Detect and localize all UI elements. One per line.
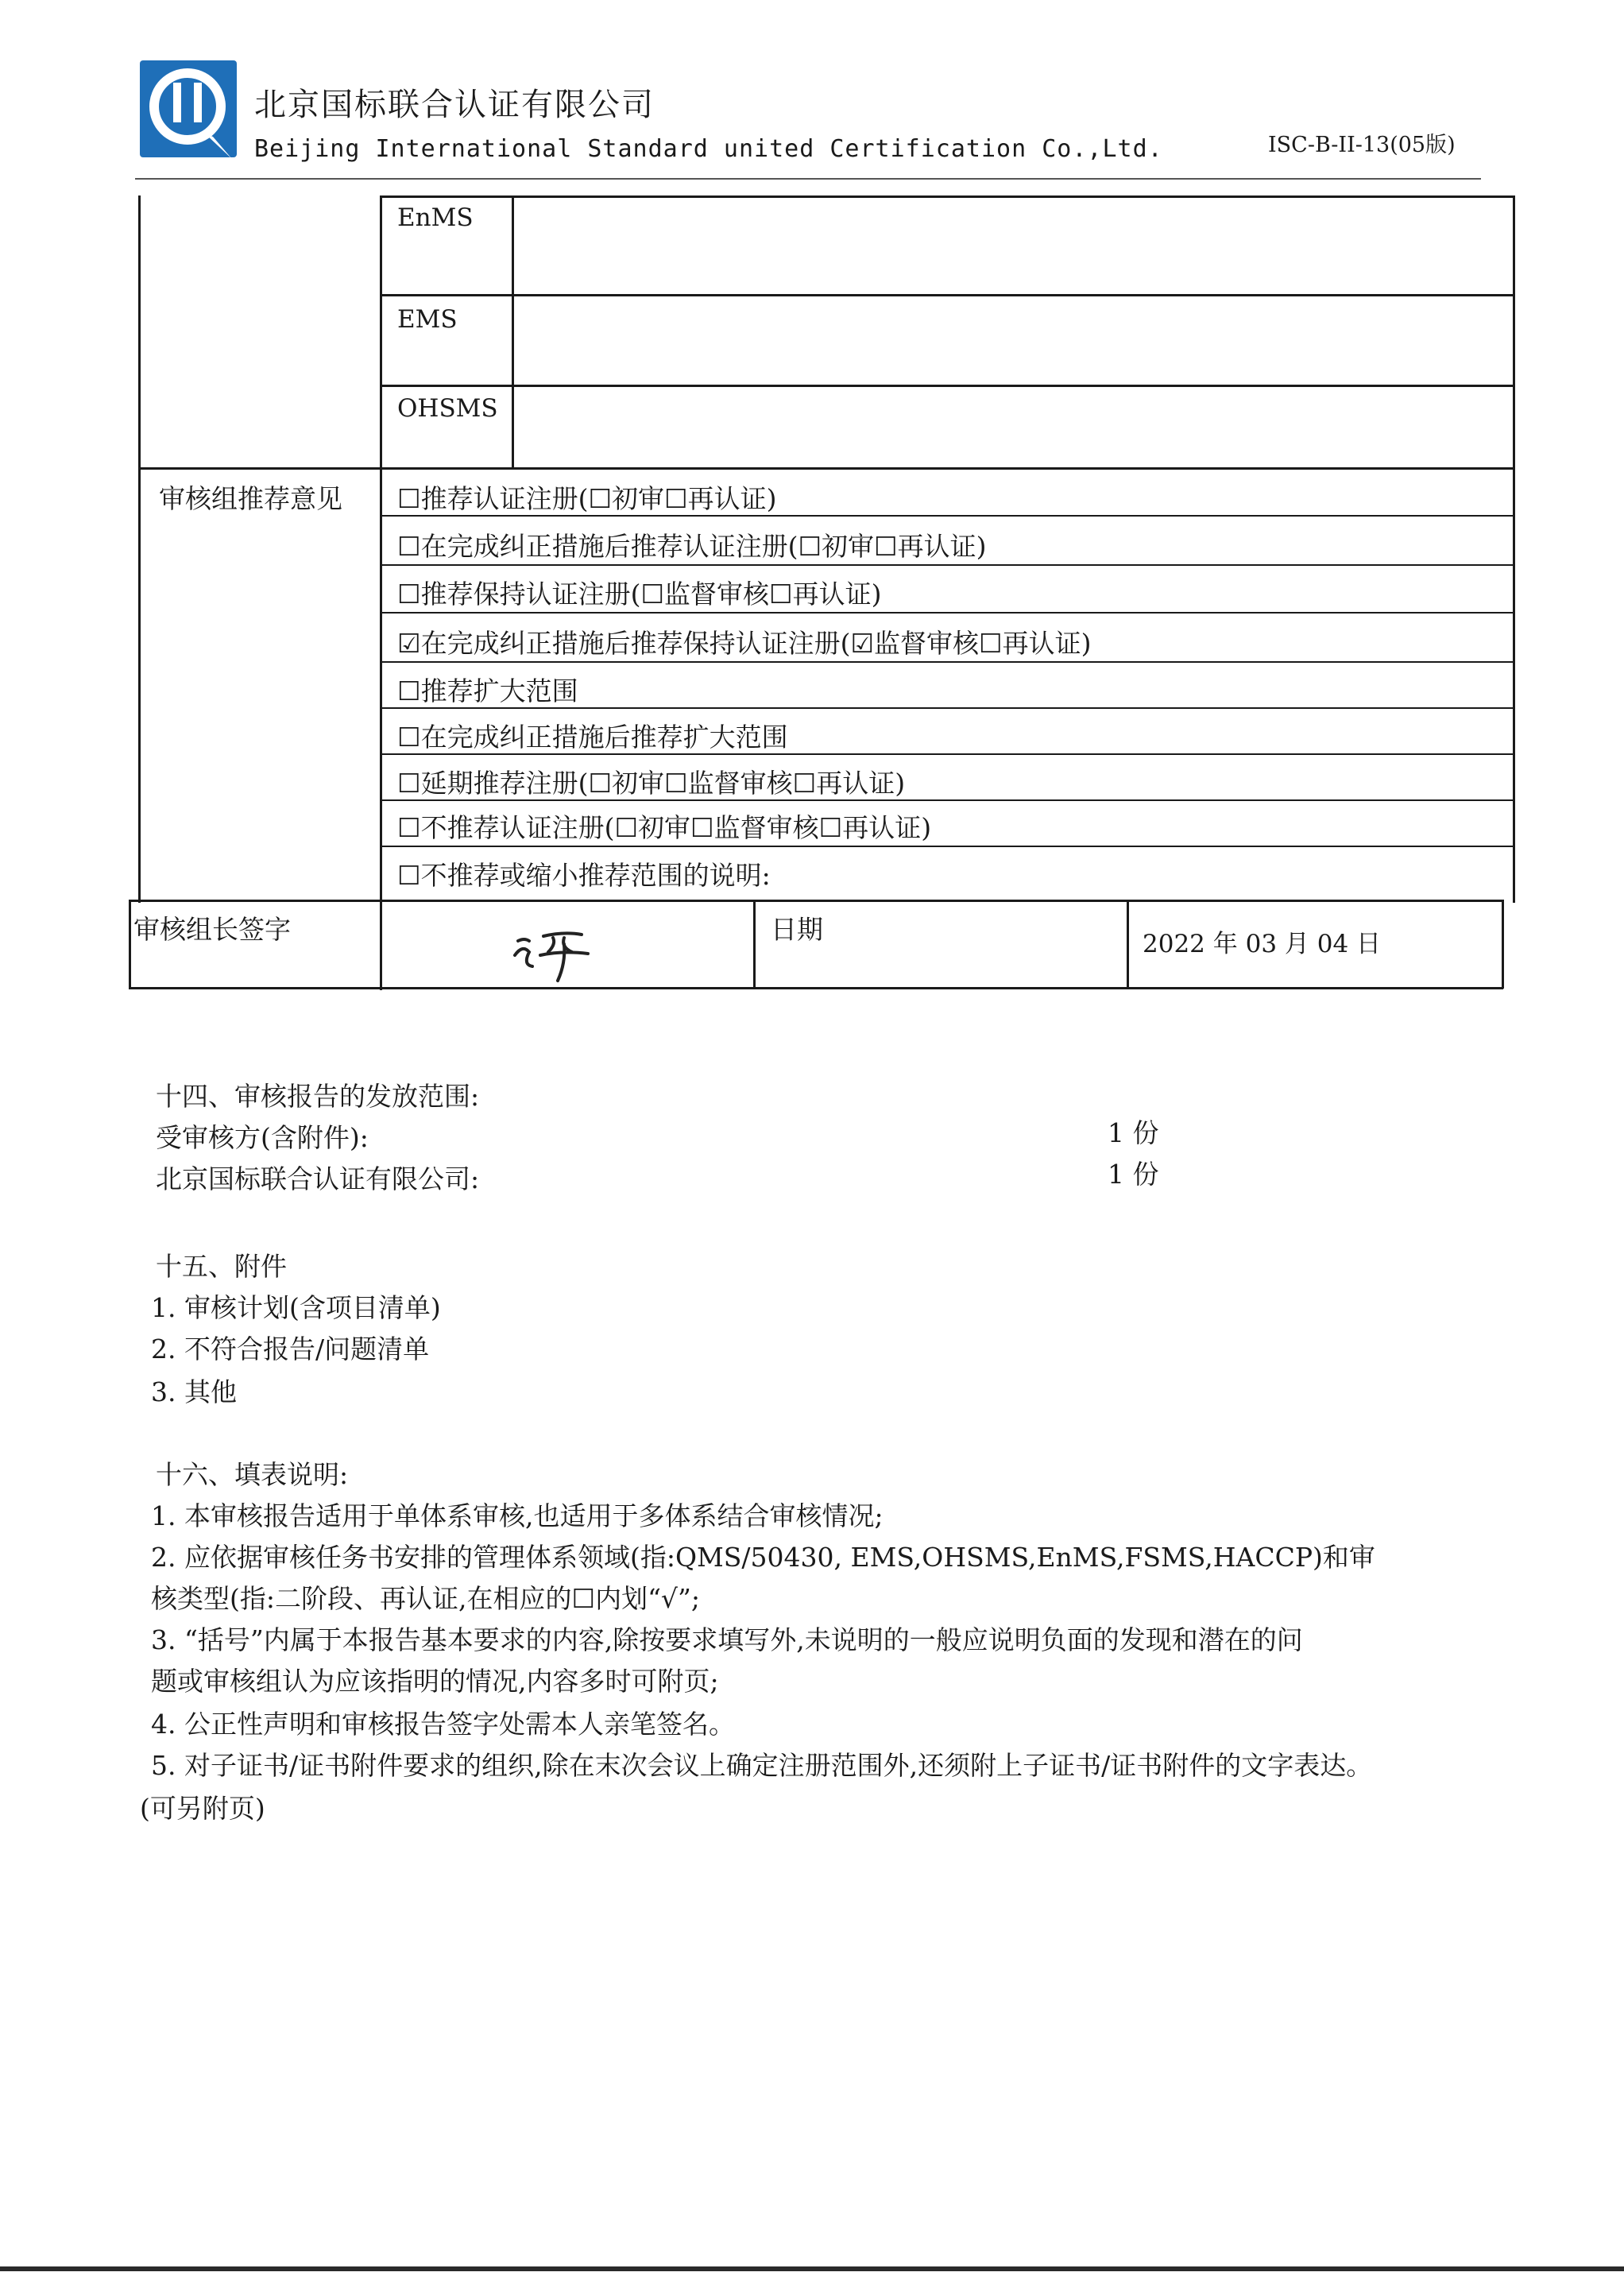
company-name-cn: 北京国标联合认证有限公司 [254,87,655,123]
system-label-enms: EnMS [397,203,474,232]
instruction-line: 题或审核组认为应该指明的情况,内容多时可附页; [151,1666,719,1697]
date-label: 日期 [771,914,823,945]
instruction-line: 核类型(指:二阶段、再认证,在相应的☐内划“√”; [151,1583,700,1614]
attachment-item: 3. 其他 [151,1376,237,1407]
section15-title: 十五、附件 [156,1251,287,1282]
option-recommend-registration[interactable]: ☐推荐认证注册(☐初审☐再认证) [397,483,777,514]
company-name-en: Beijing International Standard united Certification Co.,Ltd. [254,135,1163,163]
option-not-recommend[interactable]: ☐不推荐认证注册(☐初审☐监督审核☐再认证) [397,812,932,843]
instruction-line: 2. 应依据审核任务书安排的管理体系领域(指:QMS/50430, EMS,OHSMS,EnMS,FSMS,HACCP)和审 [151,1542,1375,1573]
attachment-item: 1. 审核计划(含项目清单) [151,1292,441,1323]
document-code: ISC-B-II-13(05版) [1268,133,1456,157]
header-divider [135,178,1481,180]
option-reduce-scope-note[interactable]: ☐不推荐或缩小推荐范围的说明: [397,860,771,891]
distribution-label: 北京国标联合认证有限公司: [156,1163,480,1194]
attachment-item: 2. 不符合报告/问题清单 [151,1333,430,1364]
section14-title: 十四、审核报告的发放范围: [156,1081,480,1112]
leader-sign-label: 审核组长签字 [133,914,291,945]
handwritten-signature-icon [508,920,596,984]
company-logo-icon [137,57,240,164]
instruction-line: (可另附页) [140,1793,265,1824]
option-extend-scope[interactable]: ☐推荐扩大范围 [397,675,578,706]
section16-title: 十六、填表说明: [156,1459,349,1490]
option-recommend-maintain[interactable]: ☐推荐保持认证注册(☐监督审核☐再认证) [397,579,882,610]
option-recommend-after-correction[interactable]: ☐在完成纠正措施后推荐认证注册(☐初审☐再认证) [397,531,987,562]
system-label-ohsms: OHSMS [397,394,498,423]
instruction-line: 4. 公正性声明和审核报告签字处需本人亲笔签名。 [151,1709,735,1740]
option-extend-after-correction[interactable]: ☐在完成纠正措施后推荐扩大范围 [397,722,788,753]
instruction-line: 5. 对子证书/证书附件要求的组织,除在末次会议上确定注册范围外,还须附上子证书/证书附件的文字表达。 [151,1750,1373,1781]
date-value: 2022 年 03 月 04 日 [1143,930,1382,958]
instruction-line: 3. “括号”内属于本报告基本要求的内容,除按要求填写外,未说明的一般应说明负面的发现和潜在的问 [151,1624,1303,1655]
page-bottom-edge [0,2266,1624,2271]
system-label-ems: EMS [397,305,458,334]
distribution-label: 受审核方(含附件): [156,1122,369,1153]
instruction-line: 1. 本审核报告适用于单体系审核,也适用于多体系结合审核情况; [151,1500,884,1531]
distribution-count: 1 份 [1108,1159,1159,1190]
option-delay-registration[interactable]: ☐延期推荐注册(☐初审☐监督审核☐再认证) [397,768,906,799]
distribution-count: 1 份 [1108,1117,1159,1148]
recommend-label: 审核组推荐意见 [159,483,342,514]
option-maintain-after-correction[interactable]: ☑在完成纠正措施后推荐保持认证注册(☑监督审核☐再认证) [397,628,1092,659]
